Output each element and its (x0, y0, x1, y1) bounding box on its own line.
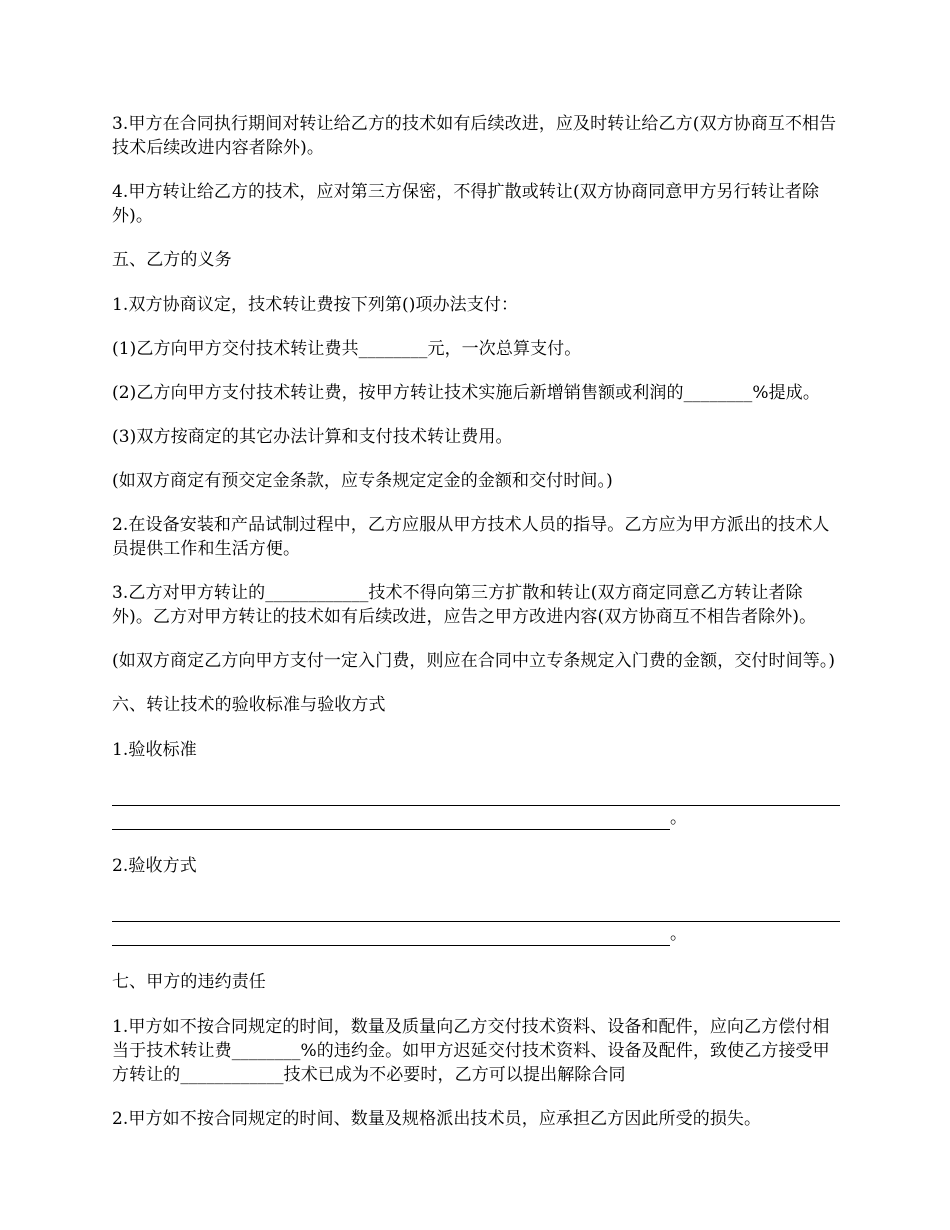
clause-c1-acceptance-standard: 1.验收标准 (112, 740, 197, 760)
clause-b3-no-disclosure: 3.乙方对甲方转让的____________技术不得向第三方扩散和转让(双方商定同意乙方转让者除外)。乙方对甲方转让的技术如有后续改进，应告之甲方改进内容(双方协商互不相告者除外)。 (112, 583, 817, 627)
clause-a4-confidentiality: 4.甲方转让给乙方的技术，应对第三方保密，不得扩散或转让(双方协商同意甲方另行转让者除外)。 (112, 182, 820, 226)
blank-line (112, 806, 670, 830)
clause-b2-installation: 2.在设备安装和产品试制过程中，乙方应服从甲方技术人员的指导。乙方应为甲方派出的技术人员提供工作和生活方便。 (112, 515, 830, 559)
acceptance-method-blank (112, 898, 840, 946)
blank-line (112, 922, 670, 946)
clause-c2-acceptance-method: 2.验收方式 (112, 856, 197, 876)
clause-b1-option-1: (1)乙方向甲方交付技术转让费共________元，一次总算支付。 (112, 339, 582, 359)
blank-line (112, 898, 840, 922)
document-page (112, 112, 840, 1151)
clause-d1-late-delivery: 1.甲方如不按合同规定的时间，数量及质量向乙方交付技术资料、设备和配件，应向乙方偿付相当于技术转让费________%的违约金。如甲方迟延交付技术资料、设备及配件，致使乙方接受甲方转让的____________技术已成为不必要时，乙方可以提出解除合同 (112, 1017, 830, 1085)
period-mark: 。 (670, 924, 687, 944)
clause-b1-deposit-note: (如双方商定有预交定金条款，应专条规定定金的金额和交付时间。) (112, 471, 613, 491)
blank-line (112, 782, 840, 806)
clause-b3-entry-fee-note: (如双方商定乙方向甲方支付一定入门费，则应在合同中立专条规定入门费的金额，交付时间等。) (112, 651, 836, 671)
section-heading-6: 六、转让技术的验收标准与验收方式 (112, 695, 386, 715)
clause-a3-improvement-transfer: 3.甲方在合同执行期间对转让给乙方的技术如有后续改进，应及时转让给乙方(双方协商互不相告技术后续改进内容者除外)。 (112, 114, 837, 158)
period-mark: 。 (670, 808, 687, 828)
section-heading-7: 七、甲方的违约责任 (112, 972, 266, 992)
acceptance-standard-blank (112, 782, 840, 830)
clause-b1-payment-method: 1.双方协商议定，技术转让费按下列第()项办法支付： (112, 295, 519, 315)
clause-d2-technician-dispatch: 2.甲方如不按合同规定的时间、数量及规格派出技术员，应承担乙方因此所受的损失。 (112, 1109, 762, 1129)
clause-b1-option-2: (2)乙方向甲方支付技术转让费，按甲方转让技术实施后新增销售额或利润的________%提成。 (112, 383, 820, 403)
clause-b1-option-3: (3)双方按商定的其它办法计算和支付技术转让费用。 (112, 427, 513, 447)
section-heading-5: 五、乙方的义务 (112, 250, 232, 270)
